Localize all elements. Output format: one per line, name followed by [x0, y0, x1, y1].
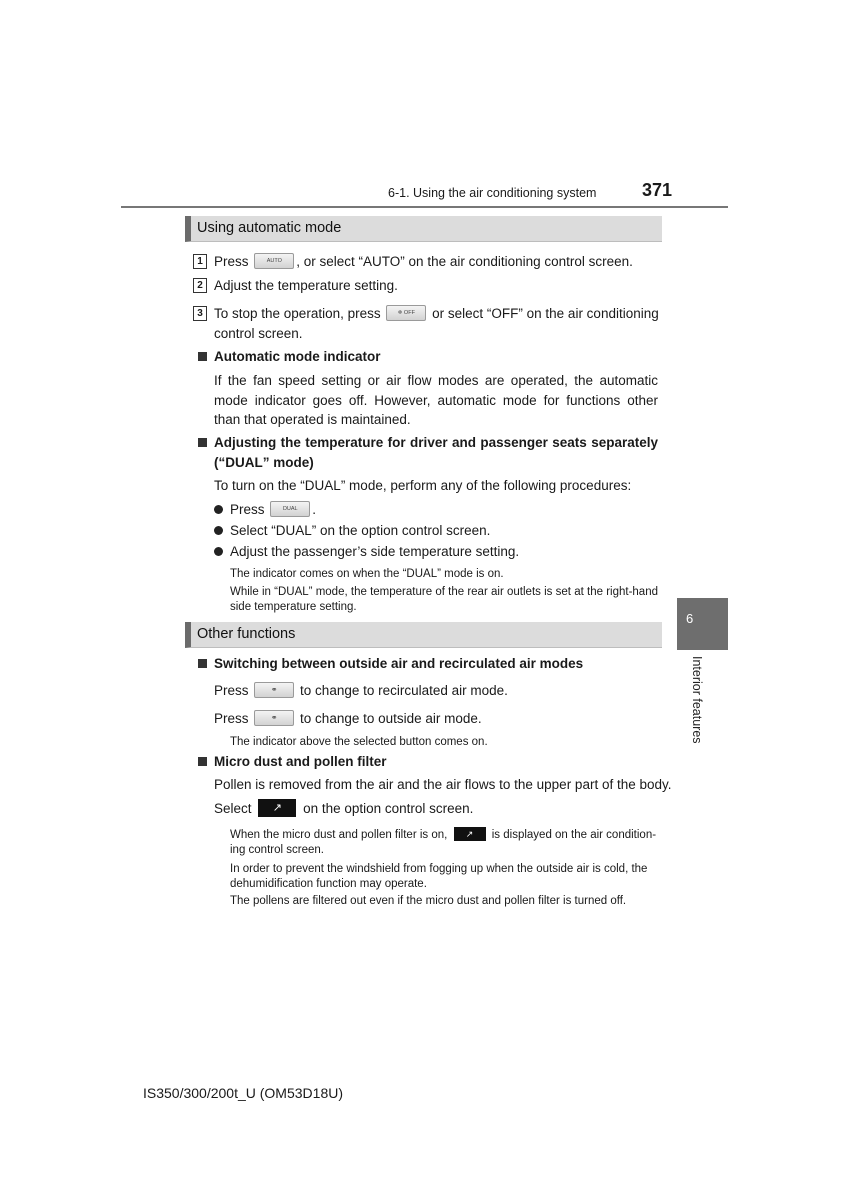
- step-number: 2: [193, 278, 207, 293]
- running-header-section: 6-1. Using the air conditioning system: [388, 186, 597, 200]
- section-title: Using automatic mode: [197, 220, 342, 236]
- subheading-dual: Adjusting the temperature for driver and passenger seats separately (“DUAL” mode): [214, 435, 658, 470]
- section-title: Other functions: [197, 626, 296, 642]
- chapter-number: 6: [686, 611, 694, 626]
- dual-bullet-3: Adjust the passenger’s side temperature setting.: [230, 544, 520, 559]
- section-heading-other: [185, 622, 662, 648]
- header-divider: [121, 206, 728, 208]
- chapter-title: Interior features: [690, 656, 704, 744]
- step-3-text: To stop the operation, press ❄ OFF or select “OFF” on the air conditioning: [214, 306, 659, 321]
- dual-bullet-2: Select “DUAL” on the option control screen.: [230, 523, 491, 538]
- switching-note: The indicator above the selected button comes on.: [230, 736, 488, 748]
- fan-off-button-icon: ❄ OFF: [386, 305, 426, 321]
- subheading-indicator: Automatic mode indicator: [214, 349, 381, 364]
- step-3-text-cont: control screen.: [214, 326, 303, 341]
- auto-button-icon: AUTO: [254, 253, 294, 269]
- square-bullet-icon: [198, 352, 207, 361]
- square-bullet-icon: [198, 659, 207, 668]
- step-number: 1: [193, 254, 207, 269]
- pollen-filter-icon: ↗: [454, 827, 486, 841]
- indicator-body: If the fan speed setting or air flow modes are operated, the automatic mode indicator goes off. However, automatic mode for functions other than that operated is maintained.: [214, 373, 658, 427]
- dual-note-1: The indicator comes on when the “DUAL” mode is on.: [230, 568, 504, 580]
- round-bullet-icon: [214, 505, 223, 514]
- section-heading-automatic: [185, 216, 662, 242]
- square-bullet-icon: [198, 757, 207, 766]
- round-bullet-icon: [214, 547, 223, 556]
- filter-body: Pollen is removed from the air and the air flows to the upper part of the body.: [214, 777, 672, 792]
- switching-line-1: Press ⚭ to change to recirculated air mode.: [214, 683, 508, 698]
- subheading-filter: Micro dust and pollen filter: [214, 754, 387, 769]
- step-1-text: Press AUTO , or select “AUTO” on the air conditioning control screen.: [214, 254, 633, 269]
- filter-note-1-cont: ing control screen.: [230, 844, 324, 856]
- round-bullet-icon: [214, 526, 223, 535]
- outside-air-button-icon: ⚭: [254, 710, 294, 726]
- switching-line-2: Press ⚭ to change to outside air mode.: [214, 711, 482, 726]
- filter-select-line: Select ↗ on the option control screen.: [214, 801, 474, 816]
- subheading-switching: Switching between outside air and recirculated air modes: [214, 656, 584, 671]
- dual-bullet-1: Press DUAL .: [230, 502, 317, 517]
- chapter-tab: [677, 598, 728, 650]
- dual-button-icon: DUAL: [270, 501, 310, 517]
- filter-note-3: The pollens are filtered out even if the micro dust and pollen filter is turned off.: [230, 895, 627, 907]
- dual-intro: To turn on the “DUAL” mode, perform any of the following procedures:: [214, 478, 632, 493]
- square-bullet-icon: [198, 438, 207, 447]
- page-number: 371: [642, 180, 673, 200]
- filter-note-2: In order to prevent the windshield from fogging up when the outside air is cold, the dehumidification function may operate.: [230, 863, 648, 890]
- step-2-text: Adjust the temperature setting.: [214, 278, 398, 293]
- footer-model: IS350/300/200t_U (OM53D18U): [143, 1085, 343, 1101]
- step-number: 3: [193, 306, 207, 321]
- dual-note-2: While in “DUAL” mode, the temperature of the rear air outlets is set at the right-hand side temperature setting.: [230, 586, 658, 613]
- pollen-filter-icon: ↗: [258, 799, 296, 817]
- recirculated-air-button-icon: ⚭: [254, 682, 294, 698]
- filter-note-1: When the micro dust and pollen filter is on, ↗ is displayed on the air condition-: [230, 829, 657, 842]
